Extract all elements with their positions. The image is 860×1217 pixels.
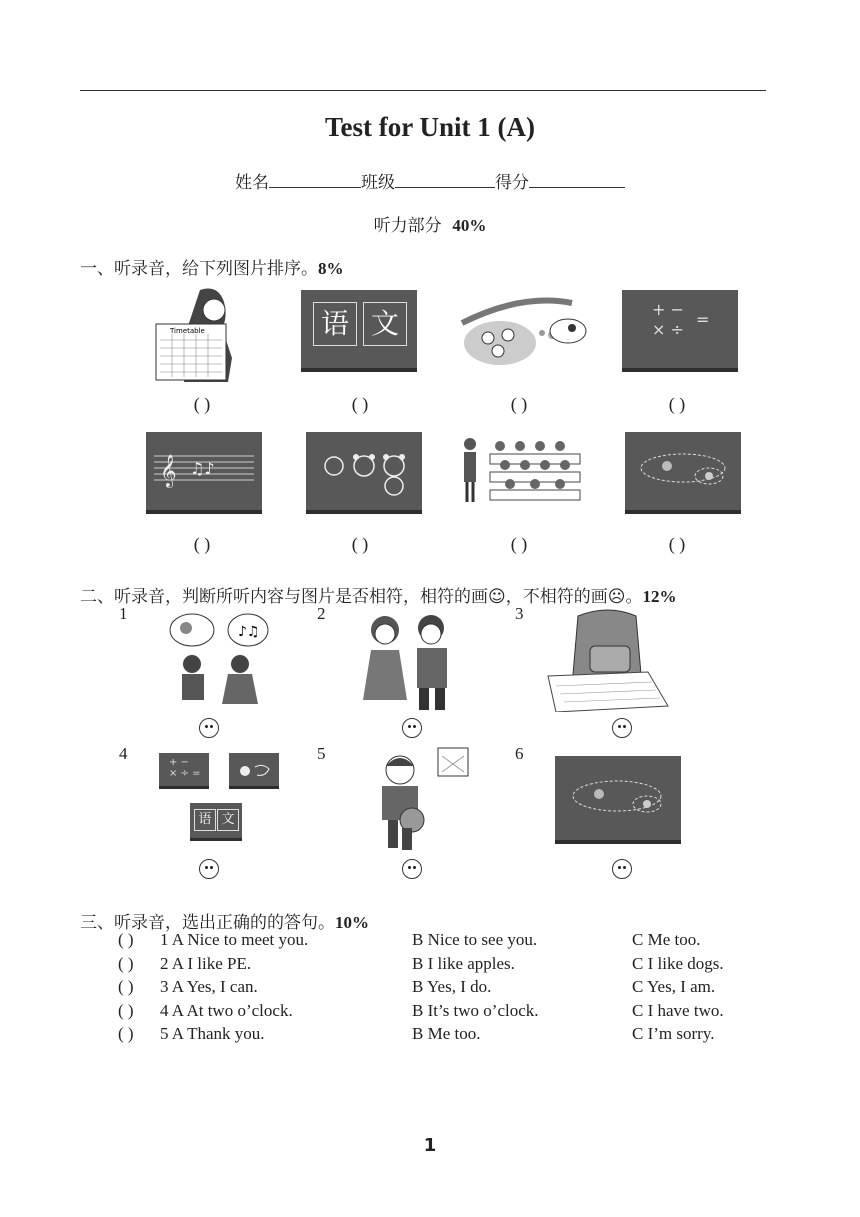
option-c: C Yes, I am. [632,977,716,996]
answer-paren[interactable]: ( ) [510,534,528,554]
small-math-1: + − [169,757,189,768]
option-a: 2 A I like PE. [160,954,252,973]
section2-pct: 12% [642,587,677,606]
music-staff-icon [154,450,254,490]
face-icon[interactable] [402,859,422,879]
svg-text:♪♫: ♪♫ [238,624,260,640]
orbit-icon [567,772,671,826]
music-board-picture [146,432,262,514]
answer-paren[interactable]: ( ) [351,394,369,414]
listening-label: 听力部分 [373,216,442,236]
face-icon[interactable] [612,718,632,738]
item-number: 1 [119,604,128,623]
science-board-picture [555,756,681,844]
student-info-row [0,168,860,193]
option-b: B Yes, I do. [412,977,492,996]
answer-paren[interactable]: ( ) [118,1024,134,1043]
question-list [0,930,860,1050]
answer-paren[interactable]: ( ) [193,534,211,554]
answer-paren[interactable]: ( ) [193,394,211,414]
option-c: C I like dogs. [632,954,724,973]
section1-heading-text: 一、听录音，给下列图片排序。 [80,259,318,279]
name-label: 姓名 [235,173,269,193]
section3-pct: 10% [335,913,369,932]
top-rule [80,90,766,91]
option-b: B Nice to see you. [412,930,538,949]
answer-paren[interactable]: ( ) [118,954,134,973]
score-field[interactable] [529,171,625,188]
chinese-board-picture [301,290,417,372]
answer-paren[interactable]: ( ) [118,930,134,949]
option-c: C I have two. [632,1001,724,1020]
face-icon[interactable] [199,859,219,879]
face-icon[interactable] [612,859,632,879]
option-a: 4 A At two o’clock. [160,1001,293,1020]
svg-text:𝄞: 𝄞 [160,454,177,487]
listening-percent: 40% [452,216,487,235]
face-icon[interactable] [402,718,422,738]
section1-heading [80,254,344,279]
option-b: B It’s two o’clock. [412,1001,539,1020]
answer-paren[interactable]: ( ) [351,534,369,554]
name-field[interactable] [269,171,361,188]
sports-board-small [229,753,279,789]
svg-text:♫♪: ♫♪ [190,459,215,478]
orbit-icon [635,446,735,496]
option-a: 5 A Thank you. [160,1024,265,1043]
greeting-kids-picture [355,610,465,712]
svg-text:Timetable: Timetable [170,327,205,335]
answer-paren[interactable]: ( ) [118,977,134,996]
item-number: 4 [119,744,128,763]
answer-paren[interactable]: ( ) [118,1001,134,1020]
listening-part-heading [0,211,860,236]
board-char-1: 语 [313,302,357,346]
option-a: 1 A Nice to meet you. [160,930,309,949]
small-board-char-2: 文 [217,809,239,831]
answer-paren[interactable]: ( ) [510,394,528,414]
science-board-picture [625,432,741,514]
item-number: 3 [515,604,524,623]
section1-pct: 8% [318,259,344,278]
face-icon[interactable] [199,718,219,738]
kids-thinking-picture [162,610,274,712]
page-number: 1 [423,1135,437,1156]
board-char-2: 文 [363,302,407,346]
item-number: 6 [515,744,524,763]
art-board-picture [306,432,422,514]
option-c: C I’m sorry. [632,1024,715,1043]
math-board-small-text [169,757,201,779]
answer-paren[interactable]: ( ) [668,394,686,414]
schoolbag-picture [538,606,670,712]
answer-paren[interactable]: ( ) [668,534,686,554]
small-board-char-1: 语 [194,809,216,831]
option-c: C Me too. [632,930,701,949]
page-title: Test for Unit 1 (A) [325,112,535,142]
ball-icon [237,761,273,781]
math-symbols-3: = [696,310,710,329]
item-number: 5 [317,744,326,763]
boy-basketball-picture [368,746,474,852]
item-number: 2 [317,604,326,623]
panda-drawing-icon [318,446,414,496]
math-board-picture [622,290,738,372]
class-label: 班级 [361,173,395,193]
option-b: B Me too. [412,1024,481,1043]
small-math-3: = [192,768,201,779]
math-board-small [159,753,209,789]
option-a: 3 A Yes, I can. [160,977,258,996]
math-symbols-1: + − [652,300,684,319]
pe-sports-picture [460,293,588,369]
classroom-picture [460,432,590,504]
math-symbols-2: × ÷ [652,320,684,339]
small-math-2: × ÷ [169,768,189,779]
teacher-timetable-picture [152,282,248,384]
option-b: B I like apples. [412,954,515,973]
class-field[interactable] [395,171,495,188]
section2-heading-text: 二、听录音，判断所听内容与图片是否相符，相符的画☺，不相符的画☹。 [80,587,643,607]
section3-heading-text: 三、听录音，选出正确的的答句。 [80,913,335,933]
section2-heading [80,582,676,607]
score-label: 得分 [495,173,529,193]
chinese-board-small [190,803,242,841]
